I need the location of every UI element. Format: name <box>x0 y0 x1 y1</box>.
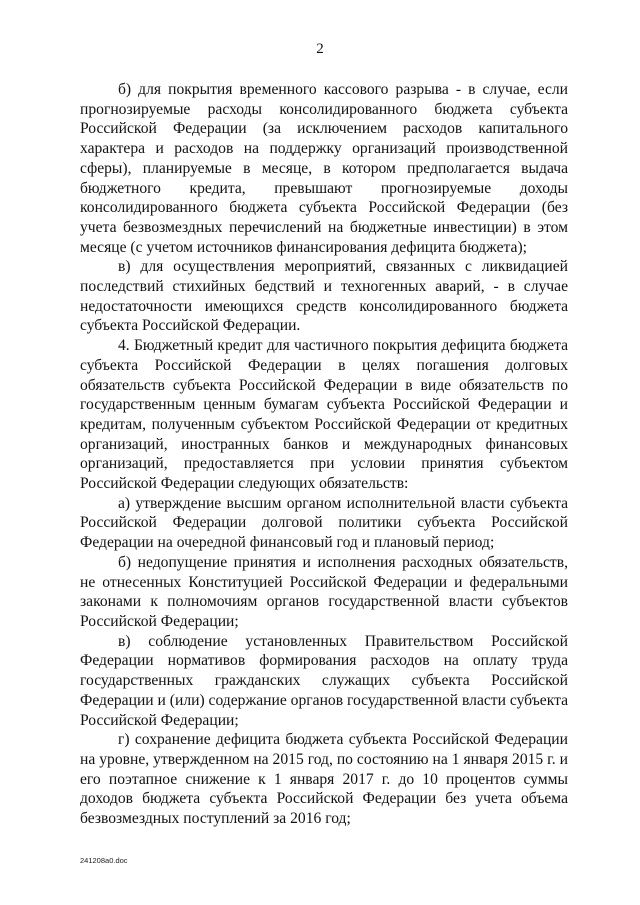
paragraph-v-salary-norms: в) соблюдение установленных Правительством Российской Федерации нормативов формирования расходов на оплату труда государственных гражданских служащих субъекта Российской Федерации и (или) содержание органов государственной власти субъекта Российской Федерации; <box>80 632 568 729</box>
document-body <box>80 80 568 829</box>
paragraph-4-budget-credit: 4. Бюджетный кредит для частичного покрытия дефицита бюджета субъекта Российской Федерации в целях погашения долговых обязательств субъекта Российской Федерации в виде обязательств по государственным ценным бумагам субъекта Российской Федерации и кредитам, полученным субъектом Российской Федерации от кредитных организаций, иностранных банков и международных финансовых организаций, предоставляется при условии принятия субъектом Российской Федерации следующих обязательств: <box>80 337 568 493</box>
paragraph-v-disaster-relief: в) для осуществления мероприятий, связанных с ликвидацией последствий стихийных бедствий и техногенных аварий, - в случае недостаточности имеющихся средств консолидированного бюджета субъекта Российской Федерации. <box>80 258 568 335</box>
footer-filename: 241208a0.doc <box>80 856 128 865</box>
page-number: 2 <box>316 41 324 57</box>
paragraph-a-debt-policy: а) утверждение высшим органом исполнительной власти субъекта Российской Федерации долговой политики субъекта Российской Федерации на очередной финансовый год и плановый период; <box>80 494 568 552</box>
paragraph-b-cash-gap: б) для покрытия временного кассового разрыва - в случае, если прогнозируемые расходы консолидированного бюджета субъекта Российской Федерации (за исключением расходов капитального характера и расходов на поддержку организаций производственной сферы), планируемые в месяце, в котором предполагается выдача бюджетного кредита, превышают прогнозируемые доходы консолидированного бюджета субъекта Российской Федерации (без учета безвозмездных перечислений на бюджетные инвестиции) в этом месяце (с учетом источников финансирования дефицита бюджета); <box>80 81 568 256</box>
paragraph-g-deficit-level: г) сохранение дефицита бюджета субъекта Российской Федерации на уровне, утвержденном на 2015 год, по состоянию на 1 января 2015 г. и его поэтапное снижение к 1 января 2017 г. до 10 процентов суммы доходов бюджета субъекта Российской Федерации без учета объема безвозмездных поступлений за 2016 год; <box>80 731 568 828</box>
paragraph-b-spending-obligations: б) недопущение принятия и исполнения расходных обязательств, не отнесенных Конституцией Российской Федерации и федеральными законами к полномочиям органов государственной власти субъектов Российской Федерации; <box>80 553 568 630</box>
